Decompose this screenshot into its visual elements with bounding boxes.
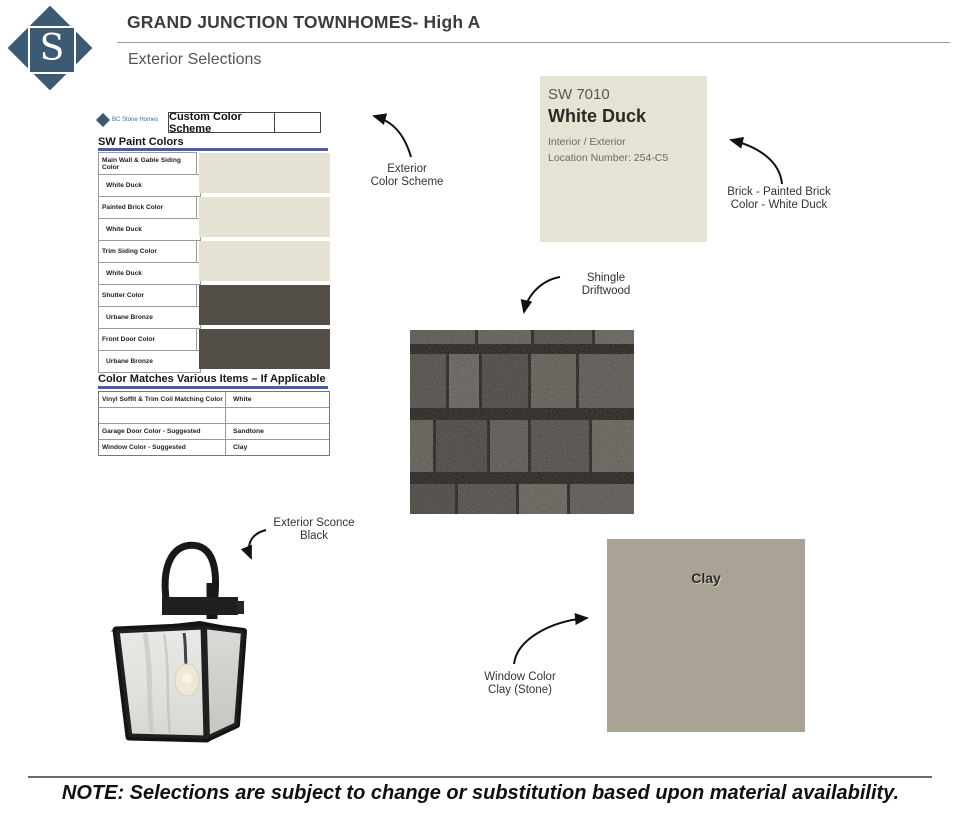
page-title: GRAND JUNCTION TOWNHOMES- High A (127, 12, 481, 32)
brand-diamond-icon (96, 113, 110, 127)
paint-row-label: Shutter Color (98, 284, 197, 307)
match-row (99, 392, 329, 408)
annotation-line: Black (299, 530, 329, 543)
footer-divider (28, 776, 932, 778)
match-row (99, 424, 329, 440)
seeded-glass-texture (110, 621, 250, 746)
paint-section-rule (98, 148, 328, 151)
arrow-to-clay-swatch (514, 618, 587, 664)
color-scheme-sheet (96, 111, 332, 452)
annotation-shingle (546, 272, 666, 298)
annotation-line: Color Scheme (370, 176, 444, 189)
annotation-line: Exterior (387, 163, 427, 175)
arrow-to-paint-chip (731, 140, 782, 184)
paint-row-label: Painted Brick Color (98, 196, 197, 219)
sconce-mount-ear (236, 601, 244, 614)
paint-row (98, 284, 330, 328)
page-subtitle: Exterior Selections (128, 51, 262, 68)
paint-row-value: White Duck (98, 262, 201, 285)
sconce-mount-plate (162, 597, 238, 615)
paint-row (98, 240, 330, 284)
company-logo (6, 2, 94, 94)
match-table (98, 391, 330, 456)
paint-row-value: White Duck (98, 218, 201, 241)
annotation-line: Driftwood (581, 285, 631, 298)
match-row-value: Sandtone (233, 428, 264, 435)
match-section-rule (98, 386, 328, 389)
annotation-line: Brick - Painted Brick (727, 186, 831, 198)
match-row (99, 440, 329, 455)
paint-row-value: Urbane Bronze (98, 306, 201, 329)
paint-swatch (199, 241, 330, 281)
match-row-label (99, 408, 226, 423)
paint-chip-name: White Duck (548, 106, 647, 126)
paint-row-label: Trim Siding Color (98, 240, 197, 263)
title-divider (117, 42, 950, 43)
paint-swatch (199, 285, 330, 325)
logo-inner-square (28, 26, 76, 74)
annotation-line: Clay (Stone) (488, 684, 552, 697)
match-section-title: Color Matches Various Items – If Applicable (98, 373, 326, 385)
footer-note: NOTE: Selections are subject to change or substitution based upon material availability. (61, 782, 900, 804)
annotation-line: Exterior Sconce (273, 517, 355, 529)
shingle-grain-texture (410, 330, 634, 514)
clay-swatch-label: Clay (691, 570, 721, 586)
paint-row-label: Front Door Color (98, 328, 197, 351)
sheet-brand (98, 115, 158, 125)
arrow-to-color-scheme (374, 116, 411, 157)
annotation-sconce (244, 517, 384, 543)
paint-section-title: SW Paint Colors (98, 136, 184, 148)
paint-row-value: Urbane Bronze (98, 350, 201, 373)
paint-row (98, 152, 330, 196)
white-duck-paint-chip (540, 76, 707, 242)
match-row-label: Garage Door Color - Suggested (99, 424, 226, 439)
match-row-value: Clay (233, 444, 248, 451)
match-row-label: Window Color - Suggested (99, 440, 226, 455)
paint-swatch (199, 153, 330, 193)
exterior-sconce-image (100, 533, 260, 751)
paint-swatch (199, 197, 330, 237)
custom-color-scheme-label: Custom Color Scheme (168, 112, 275, 133)
paint-row-value: White Duck (98, 174, 201, 197)
brand-name: BC Stone Homes (112, 117, 159, 123)
paint-chip-code: SW 7010 (548, 86, 610, 103)
paint-row (98, 328, 330, 372)
annotation-window-color (450, 671, 590, 697)
shingle-driftwood-photo (410, 330, 634, 514)
match-row-value (226, 408, 329, 423)
paint-swatch (199, 329, 330, 369)
paint-row-label: Main Wall & Gable Siding Color (98, 152, 197, 175)
scheme-number-field[interactable] (274, 112, 321, 133)
annotation-line: Shingle (586, 272, 626, 284)
annotation-exterior-color-scheme (337, 163, 477, 189)
paint-chip-usage: Interior / Exterior (548, 136, 626, 148)
annotation-brick-color (700, 186, 858, 212)
match-row (99, 408, 329, 424)
annotation-line: Window Color (484, 671, 556, 683)
match-row-label: Vinyl Soffit & Trim Coil Matching Color (99, 392, 226, 407)
clay-color-swatch (607, 539, 805, 732)
paint-row (98, 196, 330, 240)
annotation-line: Color - White Duck (730, 199, 828, 212)
logo-letter: S (39, 28, 65, 69)
paint-chip-location: Location Number: 254-C5 (548, 152, 669, 164)
match-row-value: White (233, 396, 252, 403)
